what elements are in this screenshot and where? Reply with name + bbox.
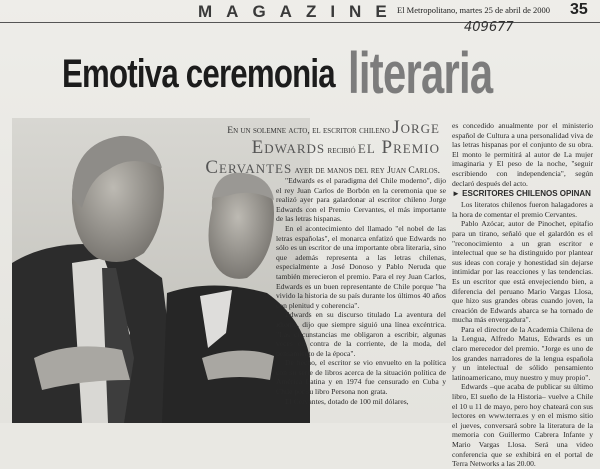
article-column-1 [276,176,446,406]
page-number: 35 [570,1,588,18]
handwritten-archive-id: 409677 [464,20,514,35]
paragraph: "Edwards es el paradigma del Chile moderno", dijo el rey Juan Carlos de Borbón en la ceremonia que se realizó ayer para galardonar al escritor chileno Jorge Edwards con el Premio Cervantes, el más importante de las letras hispanas. [276,176,446,224]
paragraph: Los literatos chilenos fueron halagadores a la hora de comentar el premio Cervantes. [452,200,593,219]
paragraph: es concedido anualmente por el ministerio español de Cultura a una personalidad viva de las letras hispanas por el conjunto de su obra. El monto le permitirá al autor de La mujer imaginaria y El peso de la noche, "seguir escribiendo con independencia", según declaró después del acto. [452,121,593,188]
paragraph: Para el director de la Academia Chilena de la Lengua, Alfredo Matus, Edwards es un claro merecedor del premio. "Jorge es uno de los grandes narradores de la lengua española y un intelectual de sólido pensamiento latinoamericano, muy nuestro y muy propio". [452,324,593,382]
paragraph: De hecho, el escritor se vio envuelto en la política con su serie de libros acerca de la situación política de América Latina y en 1974 fue censurado en Cuba y Chile por su libro Persona non grata. [276,358,446,397]
publication-line: El Metropolitano, martes 25 de abril de 2000 [397,5,550,15]
subheading: ► ESCRITORES CHILENOS OPINAN [452,189,591,199]
paragraph: El Cervantes, dotado de 100 mil dólares, [285,396,409,406]
headline-part-2: literaria [348,41,493,106]
paragraph: Edwards en su discurso titulado La aventura del idioma, dijo que siempre siguió una línea excéntrica. "Las circunstancias me obligaron a escribir, algunas veces en contra de la corriente, de la moda, del pensamiento de la época". [276,310,446,358]
headline-part-1: Emotiva ceremonia [62,52,335,96]
article-column-2 [452,121,593,469]
paragraph: Pablo Azócar, autor de Pinochet, epitafio para un tirano, señaló que el galardón es el "reconocimiento a un gran escritor e intelectual que se ha distinguido por plantear sus ideas con coraje y honestidad sin dejarse intimidar por las reacciones y las tendencias. Es un escritor que está envejeciendo bien, a diferencia del peruano Mario Vargas Llosa, que hizo sus grandes obras cuando joven, la creación de Edwards abarca se ha tornado de mucha más envergadura". [452,219,593,325]
section-title: MAGAZINE [198,2,401,21]
paragraph: En el acontecimiento del llamado "el nobel de las letras españolas", el monarca enfatizó que Edwards no sólo es un escritor de una importante obra literaria, sino que además representa a las letras chilenas, especialmente a José Donoso y Pablo Neruda que también merecieron el premio. Para el rey Juan Carlos, Edwards es un buen representante de Chile porque "ha vivido la historia de su país durante los últimos 40 años con plenitud y coherencia". [276,223,446,310]
paragraph: Edwards –que acaba de publicar su último libro, El sueño de la Historia– vuelve a Chile el 10 u 11 de mayo, pero hoy chateará con sus lectores en www.terra.es y en el mismo sitio el jueves, conversará sobre la literatura de la memoria con Guillermo Cabrera Infante y Mario Vargas Llosa. Será una video conferencia que se exhibirá en el portal de Terra Networks a las 20.00. [452,382,593,469]
lede: En un solemne acto, el escritor chileno Jorge Edwards recibió el Premio Cervantes ayer de manos del rey Juan Carlos. [205,117,440,178]
